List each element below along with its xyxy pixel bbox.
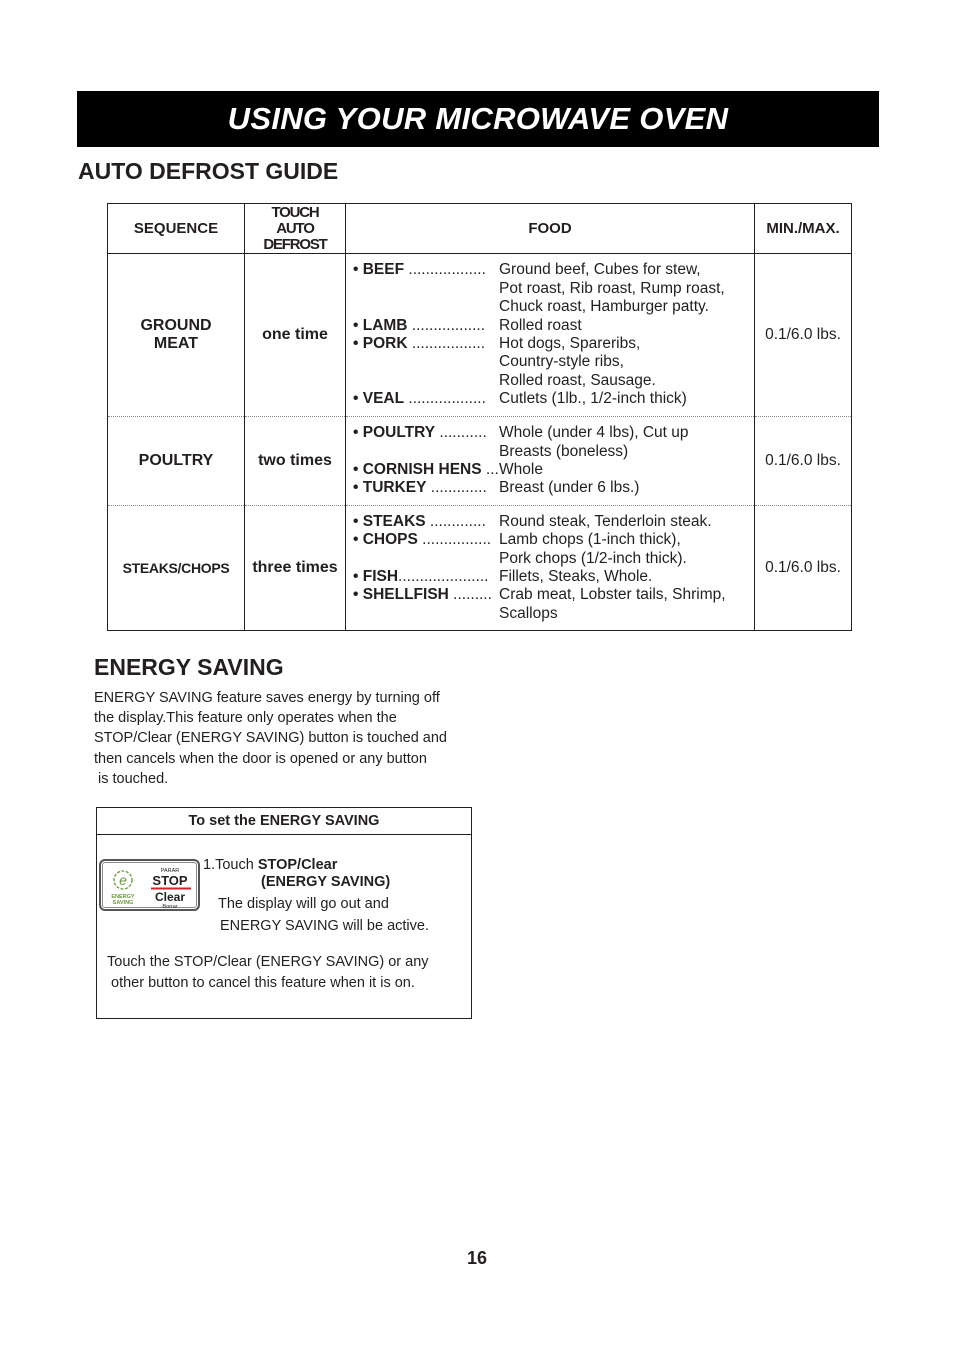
col-header-sequence: SEQUENCE xyxy=(108,204,245,254)
food-category xyxy=(353,424,499,442)
food-line xyxy=(353,461,754,479)
food-category-label: • VEAL xyxy=(353,390,405,408)
instructions-heading: To set the ENERGY SAVING xyxy=(97,808,471,835)
stop-label: STOP xyxy=(152,873,188,888)
description-line: is touched. xyxy=(94,770,169,787)
touch-count-cell: two times xyxy=(245,417,346,506)
food-description: Crab meat, Lobster tails, Shrimp, xyxy=(499,586,726,604)
food-category xyxy=(353,531,499,549)
food-category-label: • CHOPS xyxy=(353,531,418,549)
food-description: Scallops xyxy=(499,604,558,622)
food-category xyxy=(353,390,499,408)
table-header-row xyxy=(108,204,852,254)
food-line xyxy=(353,513,754,531)
step-key: STOP/Clear xyxy=(257,857,338,873)
eco-label-2: SAVING xyxy=(112,900,134,906)
food-description: Pork chops (1/2-inch thick). xyxy=(499,549,687,567)
clear-label: Clear xyxy=(154,890,186,904)
col-header-food: FOOD xyxy=(346,204,755,254)
food-description: Rolled roast, Sausage. xyxy=(499,371,656,389)
energy-saving-instructions-box xyxy=(96,807,472,1019)
food-line xyxy=(353,550,754,568)
food-line xyxy=(353,605,754,623)
food-line xyxy=(353,261,754,279)
food-leader-dots: ... xyxy=(481,461,499,478)
food-leader-dots: ......... xyxy=(448,586,492,604)
food-category-label: • FISH xyxy=(353,568,399,585)
food-leader-dots: ..................... xyxy=(398,568,489,585)
col-header-touch xyxy=(245,204,346,254)
food-line xyxy=(353,443,754,461)
food-line xyxy=(353,317,754,335)
sequence-label: GROUND xyxy=(140,317,212,334)
step-line-1 xyxy=(203,856,337,874)
food-description: Rolled roast xyxy=(499,316,582,334)
step-line-3: The display will go out and xyxy=(218,896,389,912)
food-leader-dots: ................. xyxy=(407,316,486,334)
description-line: then cancels when the door is opened or any button xyxy=(94,750,427,767)
food-category xyxy=(353,298,499,316)
step-line-4: ENERGY SAVING will be active. xyxy=(220,918,429,934)
food-description: Country-style ribs, xyxy=(499,353,624,371)
sequence-cell xyxy=(108,417,245,506)
food-cell xyxy=(346,506,755,631)
food-leader-dots: ................ xyxy=(417,531,492,549)
food-category-label: • CORNISH HENS xyxy=(353,461,482,478)
food-category xyxy=(353,372,499,390)
food-category xyxy=(353,335,499,353)
food-category-label: • TURKEY xyxy=(353,479,427,497)
food-line xyxy=(353,353,754,371)
food-cell xyxy=(346,417,755,506)
eco-label-1: ENERGY xyxy=(111,894,135,900)
sequence-label: POULTRY xyxy=(138,452,214,469)
sequence-label: MEAT xyxy=(153,335,199,352)
food-category-label: • BEEF xyxy=(353,261,405,279)
food-category-label: • PORK xyxy=(353,335,408,352)
food-leader-dots: .................. xyxy=(404,390,486,408)
step-prefix: 1.Touch xyxy=(203,857,258,873)
food-category-label: • SHELLFISH xyxy=(353,586,449,604)
food-line xyxy=(353,335,754,353)
energy-saving-description xyxy=(94,688,494,789)
eco-letter: e xyxy=(119,872,127,888)
food-category xyxy=(353,317,499,335)
food-line xyxy=(353,372,754,390)
touch-count-cell: three times xyxy=(245,506,346,631)
sequence-cell xyxy=(108,254,245,417)
food-cell xyxy=(346,254,755,417)
table-row xyxy=(108,254,852,417)
auto-defrost-heading: AUTO DEFROST GUIDE xyxy=(78,158,339,184)
food-line xyxy=(353,586,754,604)
food-description: Chuck roast, Hamburger patty. xyxy=(499,298,709,316)
auto-defrost-table xyxy=(107,203,852,631)
food-category xyxy=(353,461,499,479)
description-line: the display.This feature only operates when the xyxy=(94,710,397,727)
food-description: Round steak, Tenderloin steak. xyxy=(499,512,712,530)
stop-clear-button-icon xyxy=(99,859,200,911)
food-line xyxy=(353,390,754,408)
table-row xyxy=(108,417,852,506)
touch-count-cell: one time xyxy=(245,254,346,417)
col-header-minmax: MIN./MAX. xyxy=(755,204,852,254)
sequence-label: STEAKS/CHOPS xyxy=(122,560,230,576)
minmax-cell: 0.1/6.0 lbs. xyxy=(755,417,852,506)
col-header-touch-line1: TOUCH xyxy=(271,203,319,221)
food-category-label: • LAMB xyxy=(353,316,408,334)
step-line-2: (ENERGY SAVING) xyxy=(261,874,391,890)
food-line xyxy=(353,568,754,586)
table-row xyxy=(108,506,852,631)
food-category xyxy=(353,605,499,623)
food-description: Cutlets (1lb., 1/2-inch thick) xyxy=(499,390,687,408)
food-category xyxy=(353,479,499,497)
page-number: 16 xyxy=(466,1248,488,1268)
food-leader-dots: ............. xyxy=(425,512,486,530)
food-line xyxy=(353,424,754,442)
food-description: Pot roast, Rib roast, Rump roast, xyxy=(499,279,725,297)
food-category-label: • STEAKS xyxy=(353,512,426,530)
minmax-cell: 0.1/6.0 lbs. xyxy=(755,506,852,631)
food-line xyxy=(353,280,754,298)
food-description: Breast (under 6 lbs.) xyxy=(499,479,640,497)
food-leader-dots: .................. xyxy=(404,261,486,279)
energy-saving-heading: ENERGY SAVING xyxy=(94,654,284,680)
food-line xyxy=(353,531,754,549)
food-description: Breasts (boneless) xyxy=(499,442,629,460)
note-line-2: other button to cancel this feature when it is on. xyxy=(111,975,415,991)
food-line xyxy=(353,298,754,316)
food-description: Whole xyxy=(499,461,543,478)
food-category-label: • POULTRY xyxy=(353,424,436,442)
sequence-cell xyxy=(108,506,245,631)
food-category xyxy=(353,280,499,298)
food-category xyxy=(353,443,499,461)
food-category xyxy=(353,353,499,371)
food-category xyxy=(353,550,499,568)
note-line-1: Touch the STOP/Clear (ENERGY SAVING) or any xyxy=(107,954,429,970)
food-line xyxy=(353,479,754,497)
food-description: Fillets, Steaks, Whole. xyxy=(499,568,653,585)
description-line: ENERGY SAVING feature saves energy by turning off xyxy=(94,690,440,706)
food-category xyxy=(353,261,499,279)
food-leader-dots: ........... xyxy=(435,424,487,442)
food-category xyxy=(353,568,499,586)
food-category xyxy=(353,586,499,604)
minmax-cell: 0.1/6.0 lbs. xyxy=(755,254,852,417)
food-description: Lamb chops (1-inch thick), xyxy=(499,531,681,549)
description-line: STOP/Clear (ENERGY SAVING) button is touched and xyxy=(94,730,447,747)
food-description: Ground beef, Cubes for stew, xyxy=(499,261,701,279)
page-banner-title: USING YOUR MICROWAVE OVEN xyxy=(77,91,879,147)
parar-label: PARAR xyxy=(160,868,180,874)
food-description: Hot dogs, Spareribs, xyxy=(499,335,641,352)
food-description: Whole (under 4 lbs), Cut up xyxy=(499,424,689,442)
food-category xyxy=(353,513,499,531)
col-header-touch-line2: AUTO DEFROST xyxy=(263,219,327,253)
food-leader-dots: ............. xyxy=(426,479,487,497)
borrar-label: Borrar xyxy=(162,904,178,910)
food-leader-dots: ................. xyxy=(407,335,486,352)
